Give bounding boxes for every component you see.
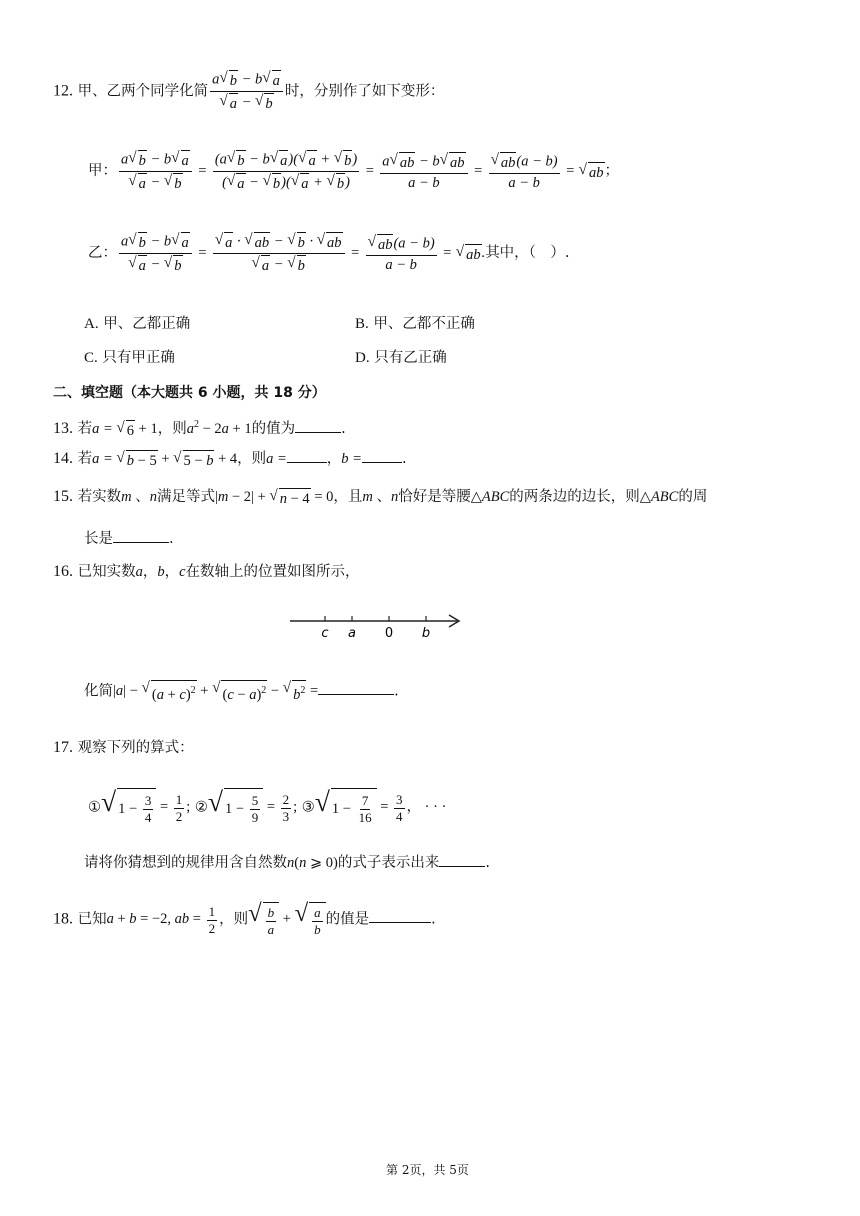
q16-simplify-label: 化简 — [84, 683, 113, 700]
circled-1: ① — [88, 799, 101, 816]
q17 — [53, 738, 194, 758]
q16-expression: |a| − √ $(a + c)^2$ + √ $(c - a)^2$ − √ $b^2$ = — [113, 679, 319, 703]
q16-end: . — [394, 683, 399, 700]
question-number: 17. — [53, 739, 73, 756]
q14-condition: a = √ b − 5 + √ 5 − b + 4 — [92, 448, 238, 469]
q13-expression: $a^2 - 2a + 1$ — [186, 419, 252, 437]
option-letter: D. — [355, 350, 370, 366]
circled-2: ② — [194, 799, 208, 816]
q14 — [53, 448, 407, 470]
section-title: 二、填空题（本大题共 6 小题，共 18 分） — [53, 385, 326, 401]
q15-text-e: 的两条边的边长，则 — [509, 489, 640, 505]
q15-vars-mn: m 、n — [121, 489, 157, 505]
q14-a-label: a = — [266, 451, 287, 467]
answer-blank[interactable] — [318, 680, 394, 695]
axis-label-c: c — [321, 626, 329, 641]
q15-end: . — [169, 531, 174, 547]
q15-vars-mn-2: m 、n — [362, 489, 399, 505]
page-footer: 第 2页，共 5页 — [386, 1163, 469, 1177]
q18-mid: ，则 — [219, 911, 249, 928]
yi-suffix: 其中，（ ）. — [485, 244, 570, 261]
option-letter: A. — [84, 316, 99, 332]
q18-suffix: 的值是 — [325, 911, 370, 928]
axis-label-a: a — [348, 626, 356, 641]
q17-instruction-b: 的式子表示出来 — [337, 855, 440, 871]
q18-expression: √ $\frac{b}{a}$ + √ $\frac{a}{b}$ — [248, 911, 326, 927]
q15-text-c: ，且 — [333, 489, 363, 505]
q12-stem-prefix: 甲、乙两个同学化简 — [77, 83, 209, 100]
q14-sep: ， — [326, 451, 342, 467]
q12-expression: a √ b − b √ a √ a − √ b — [210, 70, 283, 113]
question-number: 18. — [53, 910, 73, 928]
q16-simplify — [84, 680, 399, 704]
q17-variable: n(n ⩾ 0) — [287, 855, 338, 871]
answer-blank[interactable] — [369, 908, 431, 923]
question-number: 15. — [53, 488, 73, 505]
q18-end: . — [431, 911, 436, 928]
q16 — [53, 562, 360, 582]
q13-prefix: 若 — [77, 420, 93, 437]
q17-end: . — [485, 855, 490, 871]
answer-blank-b[interactable] — [362, 448, 402, 463]
q15-text-d: 恰好是等腰 — [398, 489, 471, 505]
q17-instruction — [84, 852, 490, 873]
q13-mid: ，则 — [157, 420, 187, 437]
q13-end: . — [341, 420, 346, 437]
q12-option-a[interactable] — [84, 314, 190, 334]
q14-b-label: b = — [341, 451, 362, 467]
answer-blank[interactable] — [113, 528, 169, 543]
q15-triangle-2: △ABC — [639, 489, 679, 505]
option-text: 甲、乙都不正确 — [373, 316, 475, 332]
answer-blank[interactable] — [439, 852, 485, 867]
axis-label-0: 0 — [384, 626, 394, 641]
q17-text: 观察下列的算式： — [77, 740, 194, 756]
q12-option-d[interactable] — [355, 348, 447, 368]
answer-blank[interactable] — [295, 418, 341, 433]
axis-label-b: b — [421, 626, 431, 641]
q15-line2-text: 长是 — [84, 531, 113, 547]
number-line-figure — [287, 610, 467, 642]
question-number: 12. — [53, 82, 73, 100]
q12-option-c[interactable] — [84, 348, 175, 368]
q15-line2 — [84, 528, 174, 549]
q13 — [53, 415, 346, 440]
q12-stem — [53, 70, 444, 113]
q14-end: . — [401, 451, 407, 467]
option-text: 甲、乙都正确 — [103, 316, 191, 332]
q12-jia-derivation: 甲： a √ b − b √ a √ a − √ b = (a √ b − b √ a )( √ a + √ b ) ( √ a − √ b )( √ a + √ b ) = a √ ab − b √ ab a − b = √ ab (a − b) a − b = √ ab ； — [88, 149, 620, 192]
q13-condition: a = √ 6 + 1 — [92, 418, 158, 439]
option-text: 只有乙正确 — [374, 350, 447, 366]
option-letter: B. — [355, 316, 369, 332]
q16-text2: 在数轴上的位置如图所示， — [185, 564, 360, 580]
q15-text-f: 的周 — [678, 489, 708, 505]
q17-instruction-a: 请将你猜想到的规律用含自然数 — [84, 855, 287, 871]
q15-text-a: 若实数 — [77, 489, 122, 505]
q14-mid: ，则 — [237, 451, 267, 467]
question-number: 16. — [53, 563, 73, 580]
yi-formula: a √ b − b √ a √ a − √ b = √ a · √ ab − √ b · √ ab √ a − √ b = √ ab (a − b) a − b = √ ab . — [121, 231, 486, 274]
q16-text: 已知实数 — [77, 564, 136, 580]
q12-yi-derivation — [88, 232, 570, 275]
q15-equation: |m − 2| + √ n − 4 = 0 — [214, 486, 334, 507]
q12-option-b[interactable] — [355, 314, 475, 334]
q15-triangle: △ABC — [470, 489, 510, 505]
q13-suffix: 的值为 — [251, 420, 296, 437]
jia-formula: a √ b − b √ a √ a − √ b = (a √ b − b √ a )( √ a + √ b ) ( √ a − √ b )( √ a + √ b ) = a √ ab − b √ ab a − b = √ ab (a − b) a − b = √ ab — [121, 149, 604, 192]
question-number: 14. — [53, 450, 73, 467]
q17-formula-3: √ 1 − $\frac{7}{16}$ = $\frac{3}{4}$ ， · · · — [315, 799, 447, 815]
q18-condition: a + b = −2, ab = $\frac{1}{2}$ — [106, 903, 216, 936]
q18-prefix: 已知 — [77, 911, 107, 928]
q16-vars: a，b，c — [135, 564, 186, 580]
q12-stem-suffix: 时，分别作了如下变形： — [284, 83, 445, 100]
circled-3: ③ — [301, 799, 315, 816]
option-text: 只有甲正确 — [102, 350, 175, 366]
q17-formula-2: √ 1 − $\frac{5}{9}$ = $\frac{2}{3}$ ; — [208, 799, 297, 815]
q17-formula-1: √ 1 − $\frac{3}{4}$ = $\frac{1}{2}$ ; — [101, 799, 190, 815]
q17-formulas — [88, 788, 446, 828]
question-number: 13. — [53, 419, 73, 437]
q15-line1 — [53, 487, 707, 508]
answer-blank-a[interactable] — [287, 448, 327, 463]
jia-label: 甲： — [88, 162, 117, 179]
q15-text-b: 满足等式 — [156, 489, 215, 505]
option-letter: C. — [84, 350, 98, 366]
q18 — [53, 902, 436, 938]
yi-label: 乙： — [88, 244, 117, 261]
q14-prefix: 若 — [77, 451, 93, 467]
